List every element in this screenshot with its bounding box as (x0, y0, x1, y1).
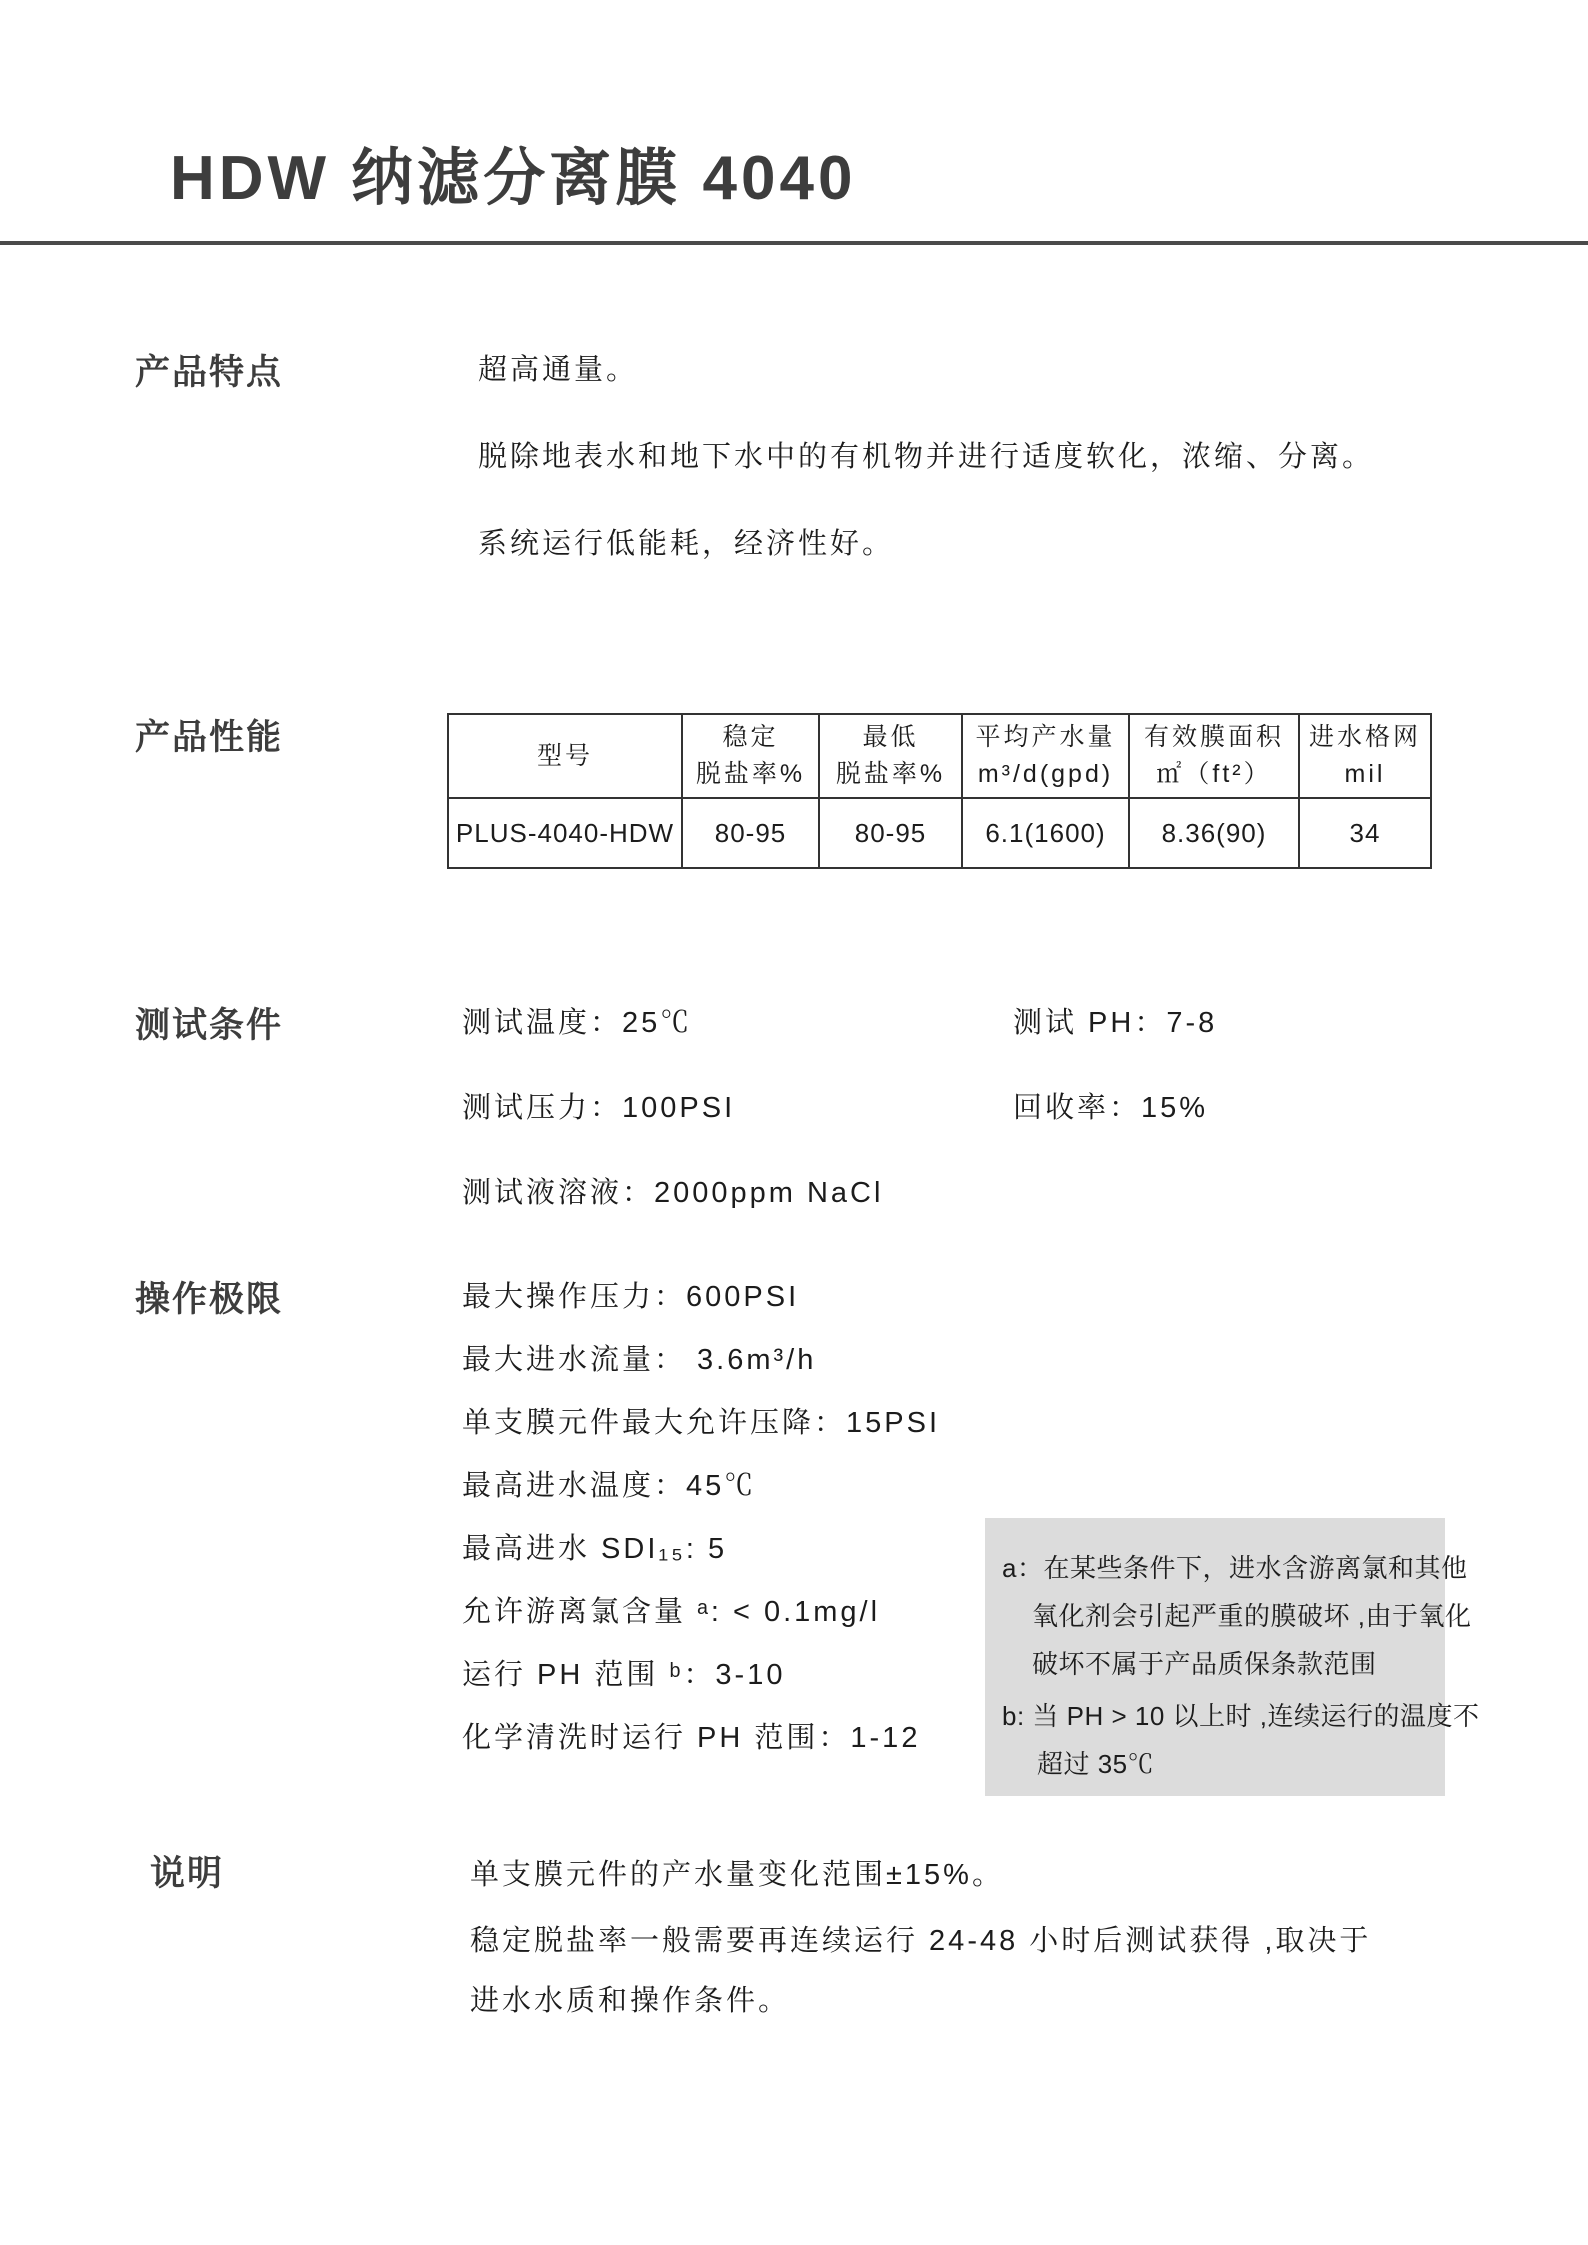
page-title: HDW 纳滤分离膜 4040 (170, 144, 857, 213)
table-row (448, 798, 1431, 868)
test-condition-line: 测试温度：25℃ (462, 1007, 693, 1039)
limit-line: 单支膜元件最大允许压降：15PSI (462, 1407, 941, 1439)
remark-line: 进水水质和操作条件。 (470, 1985, 791, 2017)
performance-table (447, 713, 1432, 869)
remark-line: 稳定脱盐率一般需要再连续运行 24-48 小时后测试获得 ,取决于 (470, 1925, 1372, 1957)
section-label-performance: 产品性能 (135, 718, 284, 757)
table-cell-model: PLUS-4040-HDW (448, 798, 682, 868)
footnote-b-line: b: 当 PH > 10 以上时 ,连续运行的温度不 (1002, 1701, 1480, 1731)
table-cell-min-rejection: 80-95 (819, 798, 962, 868)
table-header-row (448, 714, 1431, 798)
section-label-test-conditions: 测试条件 (135, 1006, 284, 1045)
remark-line: 单支膜元件的产水量变化范围±15%。 (470, 1859, 1004, 1891)
test-condition-line: 测试 PH：7-8 (1013, 1007, 1218, 1039)
limit-line: 最高进水温度：45℃ (462, 1470, 757, 1502)
feature-line: 超高通量。 (478, 354, 639, 386)
limit-line: 运行 PH 范围 ᵇ：3-10 (462, 1659, 786, 1691)
footnote-a-line: 氧化剂会引起严重的膜破坏 ,由于氧化 (1032, 1601, 1472, 1631)
table-header-membrane-area: 有效膜面积 ㎡（ft²） (1129, 714, 1299, 798)
table-header-avg-flow: 平均产水量 m³/d(gpd) (962, 714, 1129, 798)
table-header-feed-spacer: 进水格网 mil (1299, 714, 1431, 798)
feature-line: 脱除地表水和地下水中的有机物并进行适度软化，浓缩、分离。 (478, 441, 1375, 473)
limit-line: 化学清洗时运行 PH 范围：1-12 (462, 1722, 921, 1754)
table-header-stable-rejection: 稳定 脱盐率% (682, 714, 819, 798)
footnote-a-line: 破坏不属于产品质保条款范围 (1032, 1649, 1377, 1679)
feature-line: 系统运行低能耗，经济性好。 (478, 528, 895, 560)
table-cell-membrane-area: 8.36(90) (1129, 798, 1299, 868)
footnote-b-line: 超过 35℃ (1037, 1749, 1155, 1779)
limit-line: 允许游离氯含量 ᵃ: < 0.1mg/l (462, 1596, 881, 1628)
limit-line: 最高进水 SDI₁₅: 5 (462, 1533, 728, 1565)
table-header-min-rejection: 最低 脱盐率% (819, 714, 962, 798)
section-label-limits: 操作极限 (135, 1280, 284, 1319)
section-label-remarks: 说明 (150, 1854, 225, 1893)
table-header-model: 型号 (448, 714, 682, 798)
limit-line: 最大操作压力：600PSI (462, 1281, 800, 1313)
table-cell-stable-rejection: 80-95 (682, 798, 819, 868)
table-cell-feed-spacer: 34 (1299, 798, 1431, 868)
footnote-a-line: a：在某些条件下，进水含游离氯和其他 (1002, 1553, 1468, 1583)
limit-line: 最大进水流量： 3.6m³/h (462, 1344, 817, 1376)
test-condition-line: 测试液溶液：2000ppm NaCl (462, 1177, 884, 1209)
test-condition-line: 测试压力：100PSI (462, 1092, 736, 1124)
test-condition-line: 回收率：15% (1013, 1092, 1209, 1124)
table-cell-avg-flow: 6.1(1600) (962, 798, 1129, 868)
section-label-features: 产品特点 (135, 353, 284, 392)
title-divider (0, 241, 1588, 245)
